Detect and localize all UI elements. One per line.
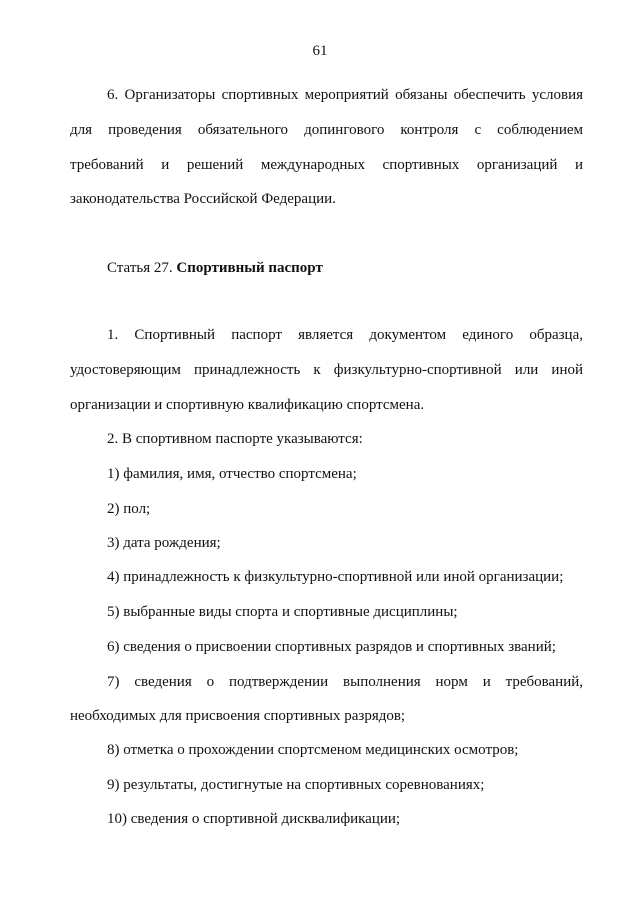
- item-1-line-2: удостоверяющим принадлежность к физкультурно-спортивной или иной: [70, 362, 583, 378]
- item-1-line-1: 1. Спортивный паспорт является документом единого образца,: [107, 327, 583, 343]
- list-item-7-line-1: 7) сведения о подтверждении выполнения норм и требований,: [107, 674, 583, 690]
- list-item-9: 9) результаты, достигнутые на спортивных соревнованиях;: [107, 777, 485, 793]
- article-heading: [107, 259, 323, 277]
- list-item-5: 5) выбранные виды спорта и спортивные дисциплины;: [107, 604, 458, 620]
- list-item-7-line-2: необходимых для присвоения спортивных разрядов;: [70, 708, 406, 724]
- paragraph-6-line-4: законодательства Российской Федерации.: [70, 191, 336, 207]
- paragraph-6-line-2: для проведения обязательного допингового контроля с соблюдением: [70, 122, 583, 138]
- page-number: 61: [312, 43, 328, 59]
- list-item-2: 2) пол;: [107, 501, 151, 517]
- list-item-6: 6) сведения о присвоении спортивных разрядов и спортивных званий;: [107, 639, 556, 655]
- paragraph-6-line-1: 6. Организаторы спортивных мероприятий обязаны обеспечить условия: [107, 87, 583, 103]
- article-number: Статья 27.: [107, 260, 177, 276]
- item-1-line-3: организации и спортивную квалификацию спортсмена.: [70, 397, 425, 413]
- list-item-4: 4) принадлежность к физкультурно-спортивной или иной организации;: [107, 569, 564, 585]
- article-title: Спортивный паспорт: [176, 260, 323, 276]
- item-2: 2. В спортивном паспорте указываются:: [107, 431, 363, 447]
- list-item-8: 8) отметка о прохождении спортсменом медицинских осмотров;: [107, 742, 519, 758]
- paragraph-6-line-3: требований и решений международных спортивных организаций и: [70, 157, 583, 173]
- list-item-10: 10) сведения о спортивной дисквалификации;: [107, 811, 401, 827]
- list-item-3: 3) дата рождения;: [107, 535, 221, 551]
- list-item-1: 1) фамилия, имя, отчество спортсмена;: [107, 466, 357, 482]
